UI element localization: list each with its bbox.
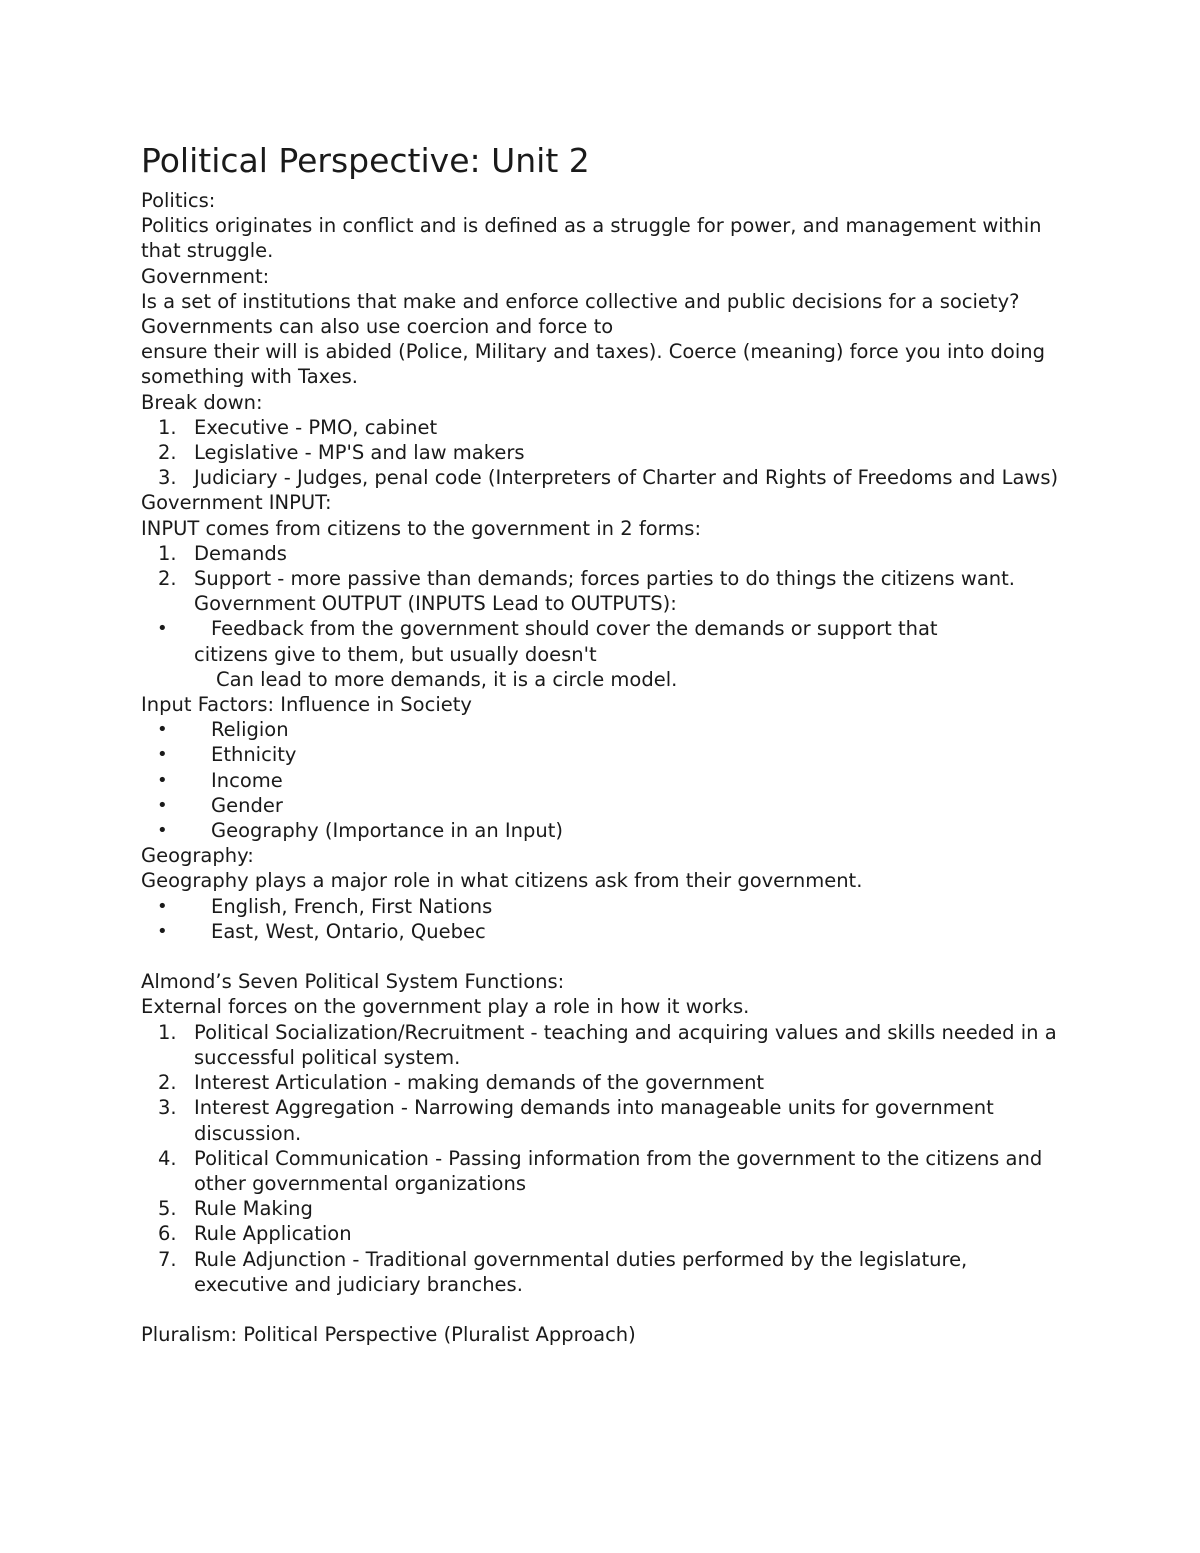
list-number: 1.	[158, 1020, 177, 1044]
breakdown-list	[141, 415, 1061, 491]
bullet: •	[157, 719, 168, 741]
list-item	[141, 440, 1061, 465]
input-factors-heading: Input Factors: Influence in Society	[141, 693, 472, 717]
list-item	[141, 793, 1061, 818]
list-number: 2.	[158, 567, 177, 591]
list-item-text: Religion	[211, 718, 289, 742]
list-item	[141, 1095, 1061, 1145]
bullet: •	[157, 769, 168, 791]
government-text-2: ensure their will is abided (Police, Military and taxes). Coerce (meaning) force you into doing something with Taxes.	[141, 340, 1045, 389]
list-item	[141, 919, 1061, 944]
gov-input-heading: Government INPUT:	[141, 491, 332, 515]
list-item-text: Rule Application	[194, 1222, 352, 1246]
list-item-text: Executive - PMO, cabinet	[194, 415, 438, 439]
gov-input-text: INPUT comes from citizens to the government in 2 forms:	[141, 516, 702, 540]
bullet: •	[157, 895, 168, 917]
list-item	[141, 1247, 1061, 1297]
list-item	[141, 415, 1061, 440]
list-item-text: Judiciary - Judges, penal code (Interpreters of Charter and Rights of Freedoms and Laws)	[194, 466, 1059, 490]
government-heading: Government:	[141, 264, 270, 288]
list-item-text: Political Socialization/Recruitment - teaching and acquiring values and skills needed in a successful political system.	[194, 1020, 1057, 1069]
list-item-text: Interest Aggregation - Narrowing demands into manageable units for government discussion.	[194, 1096, 994, 1145]
list-number: 7.	[158, 1247, 177, 1271]
blank-line	[141, 944, 1061, 969]
list-item-text: Rule Making	[194, 1197, 313, 1221]
breakdown-heading: Break down:	[141, 390, 263, 414]
list-item-text: Ethnicity	[211, 743, 297, 767]
list-item	[141, 566, 1061, 591]
bullet: •	[157, 794, 168, 816]
list-number: 3.	[158, 1096, 177, 1120]
gov-output-heading: Government OUTPUT (INPUTS Lead to OUTPUTS):	[194, 592, 677, 616]
almond-text: External forces on the government play a role in how it works.	[141, 995, 750, 1019]
page-title: Political Perspective: Unit 2	[141, 141, 590, 180]
list-item-text: Legislative - MP'S and law makers	[194, 441, 525, 465]
feedback-line-1: Feedback from the government should cover the demands or support that	[211, 617, 938, 641]
almond-list	[141, 1020, 1061, 1297]
list-number: 5.	[158, 1197, 177, 1221]
list-item	[141, 1146, 1061, 1196]
feedback-line-2: citizens give to them, but usually doesn't	[194, 642, 597, 666]
input-factors-list	[141, 717, 1061, 843]
list-number: 4.	[158, 1146, 177, 1170]
list-number: 6.	[158, 1222, 177, 1246]
list-item	[141, 465, 1061, 490]
bullet: •	[157, 618, 168, 640]
list-item-text: English, French, First Nations	[211, 894, 493, 918]
list-number: 1.	[158, 541, 177, 565]
list-item	[141, 742, 1061, 767]
blank-line	[141, 1297, 1061, 1322]
circle-model-text: Can lead to more demands, it is a circle model.	[216, 667, 678, 691]
list-number: 1.	[158, 415, 177, 439]
list-item-text: Support - more passive than demands; forces parties to do things the citizens want.	[194, 567, 1015, 591]
politics-text: Politics originates in conflict and is defined as a struggle for power, and management within that struggle.	[141, 214, 1042, 263]
government-text-1: Is a set of institutions that make and enforce collective and public decisions for a society? Governments can also use coercion and force to	[141, 289, 1020, 339]
list-item	[141, 1070, 1061, 1095]
list-number: 3.	[158, 466, 177, 490]
geography-list	[141, 894, 1061, 944]
pluralism-heading: Pluralism: Political Perspective (Pluralist Approach)	[141, 1323, 636, 1347]
list-item	[141, 1221, 1061, 1246]
geography-heading: Geography:	[141, 844, 254, 868]
list-item	[141, 1196, 1061, 1221]
list-item-text: Gender	[211, 793, 283, 817]
list-item-text: Political Communication - Passing information from the government to the citizens and other governmental organizations	[194, 1146, 1043, 1195]
list-number: 2.	[158, 441, 177, 465]
bullet: •	[157, 920, 168, 942]
list-item	[141, 616, 1061, 666]
list-item	[141, 541, 1061, 566]
list-item-text: Interest Articulation - making demands of the government	[194, 1071, 765, 1095]
list-item	[141, 894, 1061, 919]
list-number: 2.	[158, 1071, 177, 1095]
gov-input-list	[141, 541, 1061, 591]
list-item-text: Income	[211, 768, 283, 792]
bullet: •	[157, 744, 168, 766]
list-item	[141, 818, 1061, 843]
politics-heading: Politics:	[141, 189, 216, 212]
list-item-text: Demands	[194, 541, 287, 565]
document-page	[141, 140, 1061, 1347]
list-item	[141, 717, 1061, 742]
bullet: •	[157, 820, 168, 842]
list-item	[141, 1020, 1061, 1070]
list-item	[141, 768, 1061, 793]
list-item-text: Geography (Importance in an Input)	[211, 819, 563, 843]
geography-text: Geography plays a major role in what citizens ask from their government.	[141, 869, 863, 893]
almond-heading: Almond’s Seven Political System Functions:	[141, 970, 565, 994]
list-item-text: East, West, Ontario, Quebec	[211, 919, 486, 943]
feedback-list	[141, 616, 1061, 666]
list-item-text: Rule Adjunction - Traditional governmental duties performed by the legislature, executive and judiciary branches.	[194, 1247, 968, 1296]
